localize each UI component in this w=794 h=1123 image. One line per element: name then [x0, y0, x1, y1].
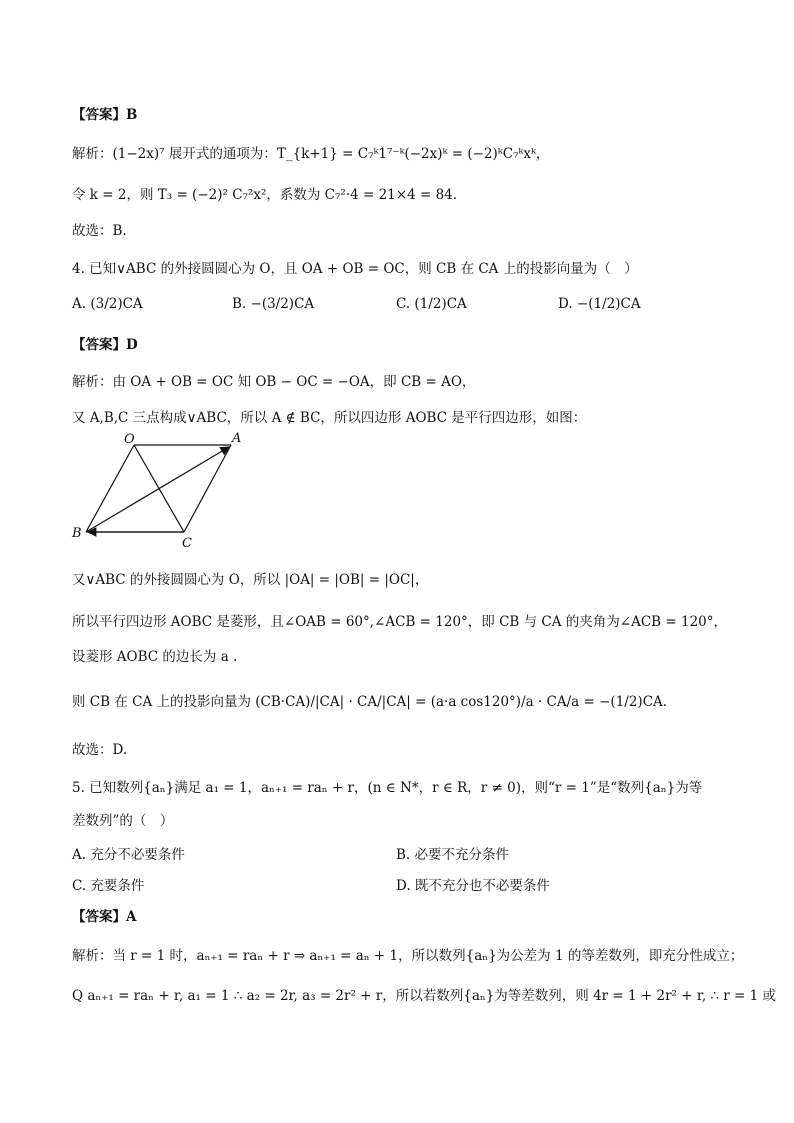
- analysis-q5-line1: 解析：当 r = 1 时，aₙ₊₁ = raₙ + r ⇒ aₙ₊₁ = aₙ + 1，所以数列{aₙ}为公差为 1 的等差数列，即充分性成立；: [72, 948, 744, 964]
- choose-q3: 故选：B.: [72, 223, 127, 239]
- q4-option-d: D. −(1/2)CA: [558, 296, 641, 312]
- analysis-q4-line2: 又 A,B,C 三点构成∨ABC，所以 A ∉ BC，所以四边形 AOBC 是平行四边形，如图：: [72, 410, 587, 426]
- q4-option-c: C. (1/2)CA: [396, 296, 467, 312]
- answer-label-q3: 【答案】B: [72, 107, 138, 123]
- analysis-q3: 解析：(1−2x)⁷ 展开式的通项为：T_{k+1} = C₇ᵏ1⁷⁻ᵏ(−2x)ᵏ = (−2)ᵏC₇ᵏxᵏ，: [72, 146, 550, 162]
- q4-option-b: B. −(3/2)CA: [232, 296, 315, 312]
- side-CA: [184, 445, 231, 532]
- q5-option-b: B. 必要不充分条件: [396, 847, 510, 863]
- label-O: O: [124, 432, 135, 447]
- analysis-q5-line2: Q aₙ₊₁ = raₙ + r, a₁ = 1 ∴ a₂ = 2r, a₃ = 2r² + r，所以若数列{aₙ}为等差数列，则 4r = 1 + 2r² + r, ∴ r = 1 或: [72, 988, 777, 1004]
- answer-label-q4: 【答案】D: [72, 337, 138, 353]
- question-5-line1: 5. 已知数列{aₙ}满足 a₁ = 1，aₙ₊₁ = raₙ + r，(n ∈ N*，r ∈ R，r ≠ 0)，则“r = 1”是“数列{aₙ}为等: [72, 780, 703, 796]
- q5-option-c: C. 充要条件: [72, 878, 145, 894]
- analysis-q4-line4: 所以平行四边形 AOBC 是菱形，且∠OAB = 60°,∠ACB = 120°，即 CB 与 CA 的夹角为∠ACB = 120°，: [72, 614, 727, 630]
- analysis-q4-line1: 解析：由 OA + OB = OC 知 OB − OC = −OA，即 CB = AO，: [72, 374, 476, 390]
- question-4: 4. 已知∨ABC 的外接圆圆心为 O，且 OA + OB = OC，则 CB 在 CA 上的投影向量为（ ）: [72, 261, 638, 277]
- choose-q4: 故选：D.: [72, 742, 128, 758]
- analysis-q4-line5: 设菱形 AOBC 的边长为 a .: [72, 649, 238, 665]
- analysis-q3-line2: 令 k = 2，则 T₃ = (−2)² C₇²x²，系数为 C₇²·4 = 21×4 = 84.: [72, 187, 458, 203]
- q4-option-a: A. (3/2)CA: [72, 296, 143, 312]
- q5-option-d: D. 既不充分也不必要条件: [396, 878, 550, 894]
- label-A: A: [232, 431, 242, 446]
- analysis-q4-line3: 又∨ABC 的外接圆圆心为 O，所以 |OA| = |OB| = |OC|，: [72, 572, 429, 588]
- label-C: C: [182, 536, 192, 550]
- answer-label-q5: 【答案】A: [72, 909, 137, 925]
- question-5-line2: 差数列”的（ ）: [72, 813, 174, 829]
- label-B: B: [72, 526, 82, 541]
- side-OB: [86, 445, 134, 532]
- q5-option-a: A. 充分不必要条件: [72, 847, 185, 863]
- parallelogram-diagram: [66, 430, 256, 550]
- analysis-q4-line6: 则 CB 在 CA 上的投影向量为 (CB·CA)/|CA| · CA/|CA| = (a·a cos120°)/a · CA/a = −(1/2)CA.: [72, 694, 668, 710]
